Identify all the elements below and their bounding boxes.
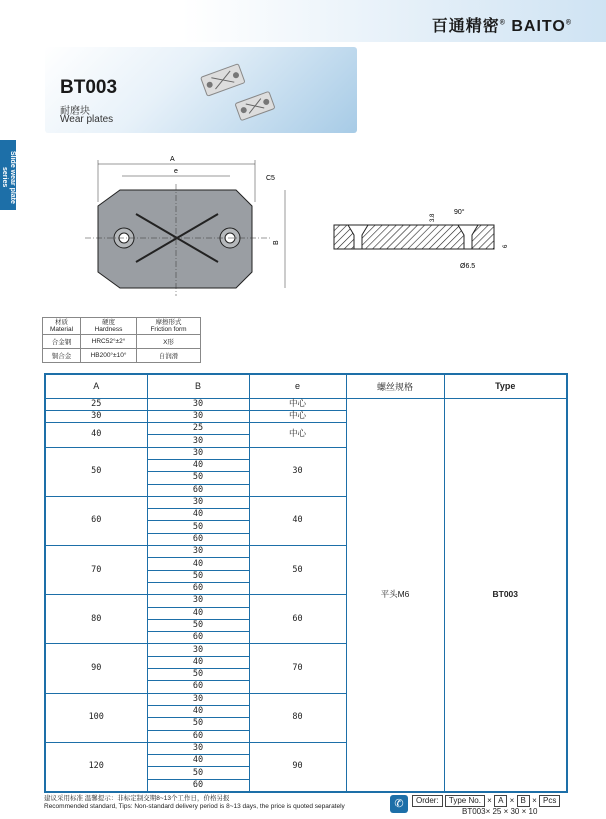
depth-label: 3.8: [430, 213, 436, 222]
cell-B: 30: [147, 693, 249, 705]
cell-A: 120: [45, 742, 147, 791]
series-tab[interactable]: Slide wear plate series: [0, 140, 16, 210]
cell-B: 60: [147, 533, 249, 545]
dim-B-label: B: [273, 240, 280, 245]
cell-B: 60: [147, 632, 249, 644]
col-header-e: e: [249, 374, 346, 398]
cell-B: 25: [147, 423, 249, 435]
hole-label: Ø6.5: [460, 263, 476, 270]
friction-header-cn: 摩擦形式: [155, 319, 182, 326]
footer-note: [44, 795, 345, 811]
chamfer-label: C5: [266, 175, 275, 182]
cell-B: 30: [147, 742, 249, 754]
product-code: BT003: [60, 77, 118, 98]
cell-B: 50: [147, 669, 249, 681]
cell-A: 100: [45, 693, 147, 742]
cell-B: 40: [147, 705, 249, 717]
cell-e: 中心: [249, 398, 346, 410]
cell-A: 80: [45, 595, 147, 644]
cell-B: 60: [147, 730, 249, 742]
order-sep: ×: [532, 796, 537, 805]
cell-B: 60: [147, 582, 249, 594]
cell-A: 70: [45, 546, 147, 595]
cell-B: 40: [147, 558, 249, 570]
hardness-cell: HB200°±10°: [81, 349, 137, 363]
cell-e: 70: [249, 644, 346, 693]
cell-B: 50: [147, 718, 249, 730]
table-row: [45, 398, 567, 410]
cell-B: 40: [147, 459, 249, 471]
spec-table: [44, 373, 568, 793]
cell-type: BT003: [444, 398, 567, 792]
phone-icon[interactable]: ✆: [390, 795, 408, 813]
cell-B: 50: [147, 472, 249, 484]
hardness-header-en: Hardness: [94, 326, 123, 333]
thickness-label: 6: [503, 244, 509, 248]
order-example: BT003× 25 × 30 × 10: [462, 807, 538, 816]
order-format: [390, 795, 557, 816]
angle-label: 90°: [454, 209, 465, 216]
product-photo: [195, 61, 285, 121]
section-view-drawing: [322, 200, 522, 275]
material-cell: 合金钢: [43, 335, 81, 349]
hardness-cell: HRC52°±2°: [81, 335, 137, 349]
order-field-pcs: Pcs: [539, 795, 560, 807]
cell-A: 90: [45, 644, 147, 693]
cell-B: 60: [147, 779, 249, 792]
cell-B: 30: [147, 496, 249, 508]
dim-A-label: A: [170, 156, 175, 163]
material-header-cn: 材质: [55, 319, 68, 326]
cell-A: 50: [45, 447, 147, 496]
cell-B: 30: [147, 447, 249, 459]
cell-A: 60: [45, 496, 147, 545]
product-name-en: Wear plates: [60, 114, 114, 125]
cell-B: 30: [147, 410, 249, 422]
brand-name-en: BAITO: [511, 18, 566, 35]
col-header-type: Type: [444, 374, 567, 398]
top-view-drawing: [80, 150, 300, 300]
cell-B: 40: [147, 509, 249, 521]
cell-e: 80: [249, 693, 346, 742]
cell-e: 中心: [249, 410, 346, 422]
footer-note-cn: 建议采用标准 温馨提示：非标定制交期8~13个工作日，价格另报: [44, 795, 230, 802]
order-sep: ×: [487, 796, 492, 805]
order-field-type: Type No.: [445, 795, 485, 807]
footer-note-en: Recommended standard, Tips: Non-standard delivery period is 8~13 days, the price is quoted separately: [44, 803, 345, 810]
cell-B: 40: [147, 755, 249, 767]
cell-B: 40: [147, 607, 249, 619]
cell-e: 40: [249, 496, 346, 545]
cell-B: 30: [147, 435, 249, 447]
cell-e: 中心: [249, 423, 346, 448]
cell-e: 90: [249, 742, 346, 791]
product-name-cn: 耐磨块: [60, 106, 90, 117]
brand-logo: 百通精密® BAITO®: [431, 18, 572, 35]
cell-B: 30: [147, 644, 249, 656]
material-cell: 铜合金: [43, 349, 81, 363]
cell-B: 40: [147, 656, 249, 668]
cell-B: 30: [147, 546, 249, 558]
cell-A: 40: [45, 423, 147, 448]
cell-B: 60: [147, 681, 249, 693]
cell-B: 50: [147, 619, 249, 631]
friction-header-en: Friction form: [150, 326, 187, 333]
spec-table-body: [45, 398, 567, 792]
cell-screw: 平头M6: [346, 398, 444, 792]
product-header: [45, 47, 357, 133]
cell-B: 50: [147, 767, 249, 779]
cell-B: 60: [147, 484, 249, 496]
material-table: [42, 317, 201, 363]
col-header-B: B: [147, 374, 249, 398]
cell-A: 25: [45, 398, 147, 410]
cell-B: 30: [147, 595, 249, 607]
material-header-en: Material: [49, 326, 74, 333]
cell-e: 50: [249, 546, 346, 595]
cell-B: 30: [147, 398, 249, 410]
friction-cell: X形: [137, 335, 201, 349]
cell-B: 50: [147, 521, 249, 533]
col-header-A: A: [45, 374, 147, 398]
order-field-a: A: [494, 795, 507, 807]
order-field-b: B: [517, 795, 530, 807]
order-label: Order:: [412, 795, 443, 807]
top-banner: [0, 0, 606, 42]
order-sep: ×: [509, 796, 515, 805]
cell-e: 60: [249, 595, 346, 644]
brand-name-cn: 百通精密: [431, 18, 500, 35]
dim-e-label: e: [174, 168, 178, 175]
cell-B: 50: [147, 570, 249, 582]
friction-cell: 自润滑: [137, 349, 201, 363]
hardness-header-cn: 硬度: [102, 319, 115, 326]
cell-e: 30: [249, 447, 346, 496]
col-header-screw: 螺丝规格: [346, 374, 444, 398]
cell-A: 30: [45, 410, 147, 422]
